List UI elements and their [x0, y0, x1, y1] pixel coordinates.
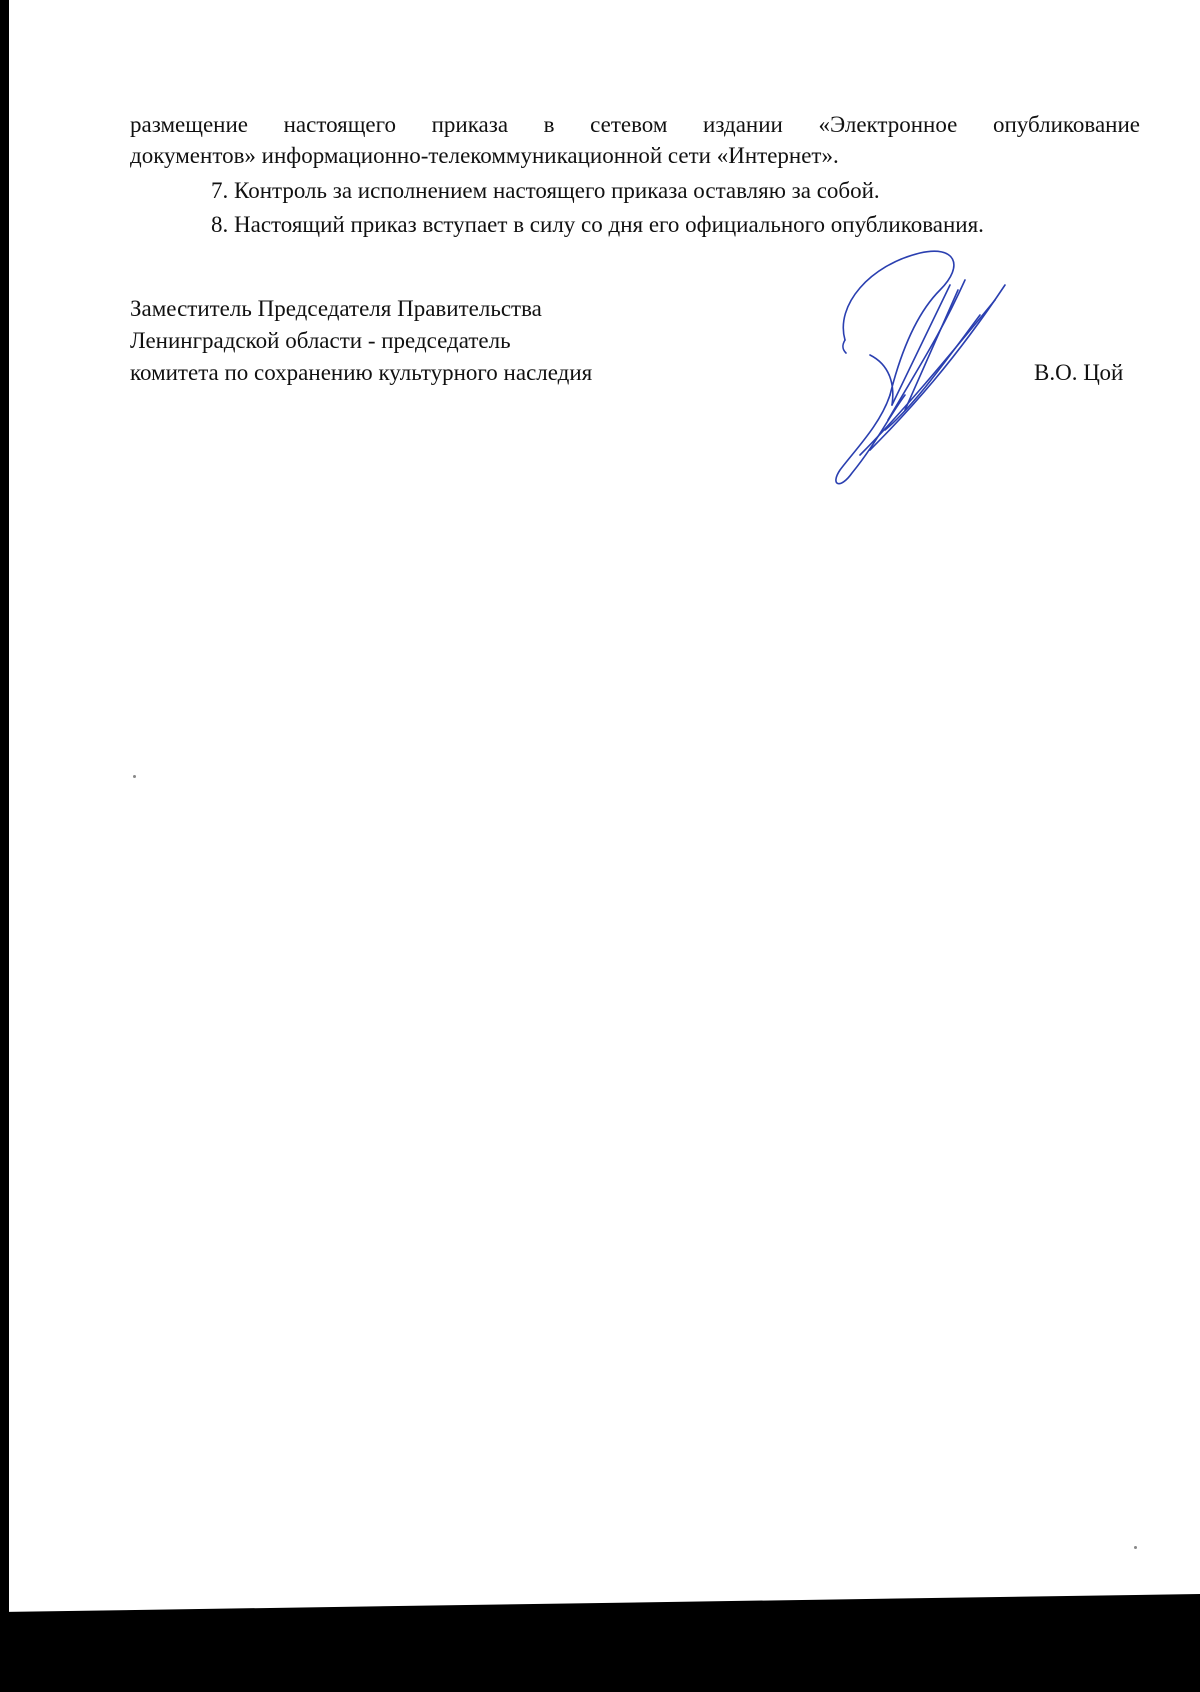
- paragraph-continuation-line-1: размещение настоящего приказа в сетевом издании «Электронное опубликование: [130, 112, 1140, 137]
- scan-speck: [1134, 1546, 1137, 1549]
- handwritten-signature: [830, 245, 1050, 495]
- signer-position-line-3: комитета по сохранению культурного наследия: [130, 360, 593, 385]
- signer-name: В.О. Цой: [1034, 360, 1124, 385]
- signer-position-line-2: Ленинградской области - председатель: [130, 328, 511, 353]
- clause-7: 7. Контроль за исполнением настоящего приказа оставляю за собой.: [211, 178, 880, 203]
- clause-8: 8. Настоящий приказ вступает в силу со дня его официального опубликования.: [211, 212, 984, 237]
- paragraph-continuation-line-2: документов» информационно-телекоммуникационной сети «Интернет».: [130, 143, 839, 168]
- scan-speck: [133, 775, 136, 778]
- signer-position-line-1: Заместитель Председателя Правительства: [130, 296, 542, 321]
